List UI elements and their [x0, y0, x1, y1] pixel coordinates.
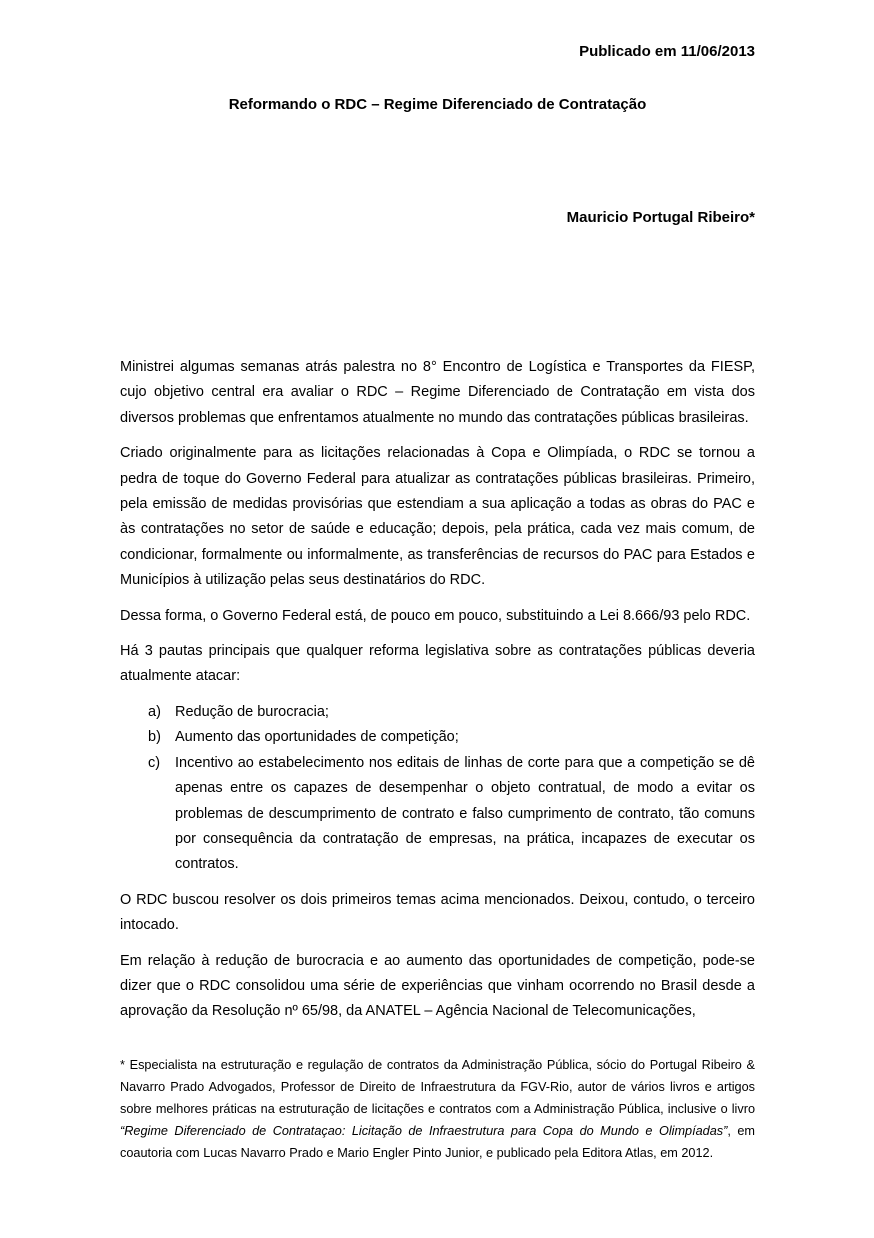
list-text-c: Incentivo ao estabelecimento nos editais de linhas de corte para que a competição se dê apenas entre os capazes de desempenhar o objeto contratual, de modo a evitar os problemas de descumprimento de contrato e falso cumprimento de contrato, tão comuns por consequência da contratação de empresas, na prática, incapazes de executar os contratos.	[175, 754, 755, 873]
list-item	[120, 725, 755, 750]
paragraph-reducao-burocracia: Em relação à redução de burocracia e ao aumento das oportunidades de competição, pode-se dizer que o RDC consolidou uma série de experiências que vinham ocorrendo no Brasil desde a aprovação da Resolução nº 65/98, da ANATEL – Agência Nacional de Telecomunicações,	[120, 952, 755, 1020]
list-text-a: Redução de burocracia;	[175, 703, 329, 720]
footnote-text-end: , em coautoria com Lucas Navarro Prado e Mario Engler Pinto Junior, e publicado pela Editora Atlas, em 2012.	[120, 1124, 755, 1160]
list-text-b: Aumento das oportunidades de competição;	[175, 729, 459, 746]
document-content	[120, 42, 755, 1035]
paragraph-rdc-resolveu: O RDC buscou resolver os dois primeiros temas acima mencionados. Deixou, contudo, o terceiro intocado.	[120, 891, 755, 934]
paragraph-intro: Ministrei algumas semanas atrás palestra no 8° Encontro de Logística e Transportes da FIESP, cujo objetivo central era avaliar o RDC – Regime Diferenciado de Contratação em vista dos diversos problemas que enfrentamos atualmente no mundo das contratações públicas brasileiras.	[120, 359, 755, 426]
published-date: Publicado em 11/06/2013	[579, 43, 755, 60]
footnote	[120, 1054, 755, 1164]
paragraph-pautas: Há 3 pautas principais que qualquer reforma legislativa sobre as contratações públicas deveria atualmente atacar:	[120, 643, 755, 685]
paragraph-lei-8666: Dessa forma, o Governo Federal está, de pouco em pouco, substituindo a Lei 8.666/93 pelo RDC.	[120, 607, 751, 624]
alpha-list	[120, 700, 755, 878]
list-item	[120, 751, 755, 878]
list-marker-a: a)	[148, 703, 161, 720]
list-marker-b: b)	[148, 729, 161, 746]
footnote-book-title: “Regime Diferenciado de Contrataçao: Licitação de Infraestrutura para Copa do Mundo e Olimpíadas”	[120, 1124, 728, 1138]
document-title: Reformando o RDC – Regime Diferenciado de Contratação	[228, 96, 647, 113]
list-marker-c: c)	[148, 754, 161, 771]
paragraph-origin-rdc: Criado originalmente para as licitações relacionadas à Copa e Olimpíada, o RDC se tornou a pedra de toque do Governo Federal para atualizar as contratações públicas brasileiras. Primeiro, pela emissão de medidas provisórias que estendiam a sua aplicação a todas as obras do PAC e às contratações no setor de saúde e educação; depois, pela prática, cada vez mais comum, de condicionar, formalmente ou informalmente, as transferências de recursos do PAC para Estados e Municípios à utilização pelas seus destinatários do RDC.	[120, 445, 755, 589]
document-body	[120, 355, 755, 1025]
author-byline: Mauricio Portugal Ribeiro*	[566, 209, 755, 226]
list-item	[120, 700, 755, 725]
footnote-text-start: * Especialista na estruturação e regulação de contratos da Administração Pública, sócio do Portugal Ribeiro & Navarro Prado Advogados, Professor de Direito de Infraestrutura da FGV-Rio, autor de vários livros e artigos sobre melhores práticas na estruturação de licitações e contratos com a Administração Pública, inclusive o livro	[120, 1058, 755, 1116]
